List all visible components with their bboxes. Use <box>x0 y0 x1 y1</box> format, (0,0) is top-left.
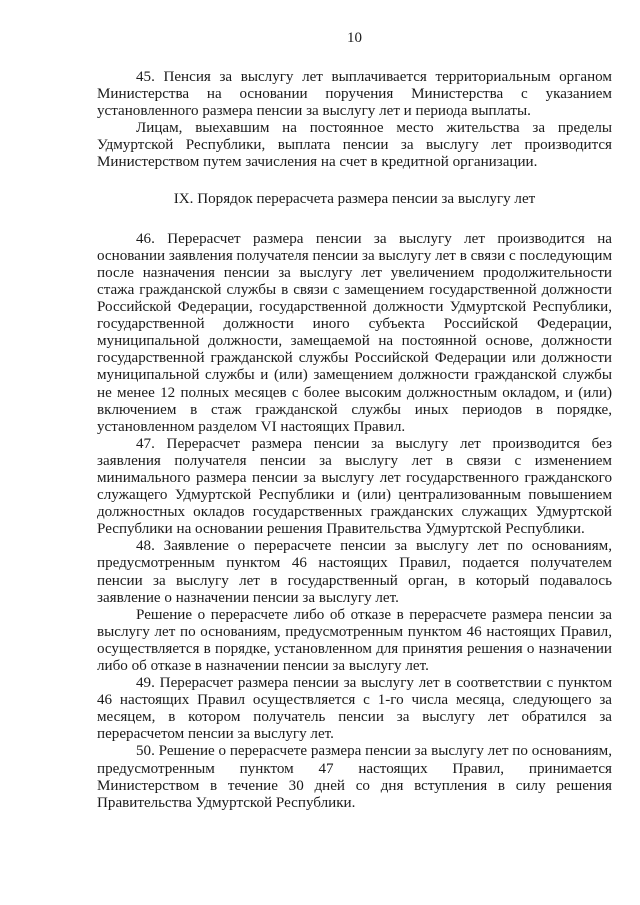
paragraph-46: 46. Перерасчет размера пенсии за выслугу лет производится на основании заявления получателя пенсии за выслугу лет в связи с последующим после назначения пенсии за выслугу лет увеличением продолжительности стажа гражданской службы в связи с замещением государственной должности Российской Федерации, государственной должности Удмуртской Республики, государственной должности иного субъекта Российской Федерации, муниципальной должности, замещаемой на постоянной основе, должности государственной гражданской службы Российской Федерации или должности муниципальной службы и (или) замещением должности гражданской службы не менее 12 полных месяцев с более высоким должностным окладом, и (или) включением в стаж гражданской службы иных периодов в порядке, установленном разделом VI настоящих Правил. <box>97 230 612 435</box>
document-page <box>97 30 612 812</box>
paragraph-50: 50. Решение о перерасчете размера пенсии за выслугу лет по основаниям, предусмотренным пунктом 47 настоящих Правил, принимается Министерством в течение 30 дней со дня вступления в силу решения Правительства Удмуртской Республики. <box>97 743 612 811</box>
paragraph-49: 49. Перерасчет размера пенсии за выслугу лет в соответствии с пунктом 46 настоящих Правил осуществляется с 1-го числа месяца, следующего за месяцем, в котором получатель пенсии за выслугу лет обратился за перерасчетом пенсии за выслугу лет. <box>97 675 612 743</box>
paragraph-48-continued: Решение о перерасчете либо об отказе в перерасчете размера пенсии за выслугу лет по основаниям, предусмотренным пунктом 46 настоящих Правил, осуществляется в порядке, установленном для принятия решения о назначении либо об отказе в назначении пенсии за выслугу лет. <box>97 606 612 674</box>
paragraph-45: 45. Пенсия за выслугу лет выплачивается территориальным органом Министерства на основании поручения Министерства с указанием установленного размера пенсии за выслугу лет и периода выплаты. <box>97 69 612 120</box>
paragraph-47: 47. Перерасчет размера пенсии за выслугу лет производится без заявления получателя пенсии за выслугу лет в связи с изменением минимального размера пенсии за выслугу лет государственного гражданского служащего Удмуртской Республики и (или) централизованным повышением должностных окладов государственных гражданских служащих Удмуртской Республики на основании решения Правительства Удмуртской Республики. <box>97 435 612 538</box>
page-number: 10 <box>347 30 362 46</box>
paragraph-45-continued: Лицам, выехавшим на постоянное место жительства за пределы Удмуртской Республики, выплата пенсии за выслугу лет производится Министерством путем зачисления на счет в кредитной организации. <box>97 120 612 171</box>
section-heading: IX. Порядок перерасчета размера пенсии за выслугу лет <box>173 190 536 207</box>
paragraph-48: 48. Заявление о перерасчете пенсии за выслугу лет по основаниям, предусмотренным пунктом 46 настоящих Правил, подается получателем пенсии за выслугу лет в государственный орган, в который подавалось заявление о назначении пенсии за выслугу лет. <box>97 538 612 606</box>
